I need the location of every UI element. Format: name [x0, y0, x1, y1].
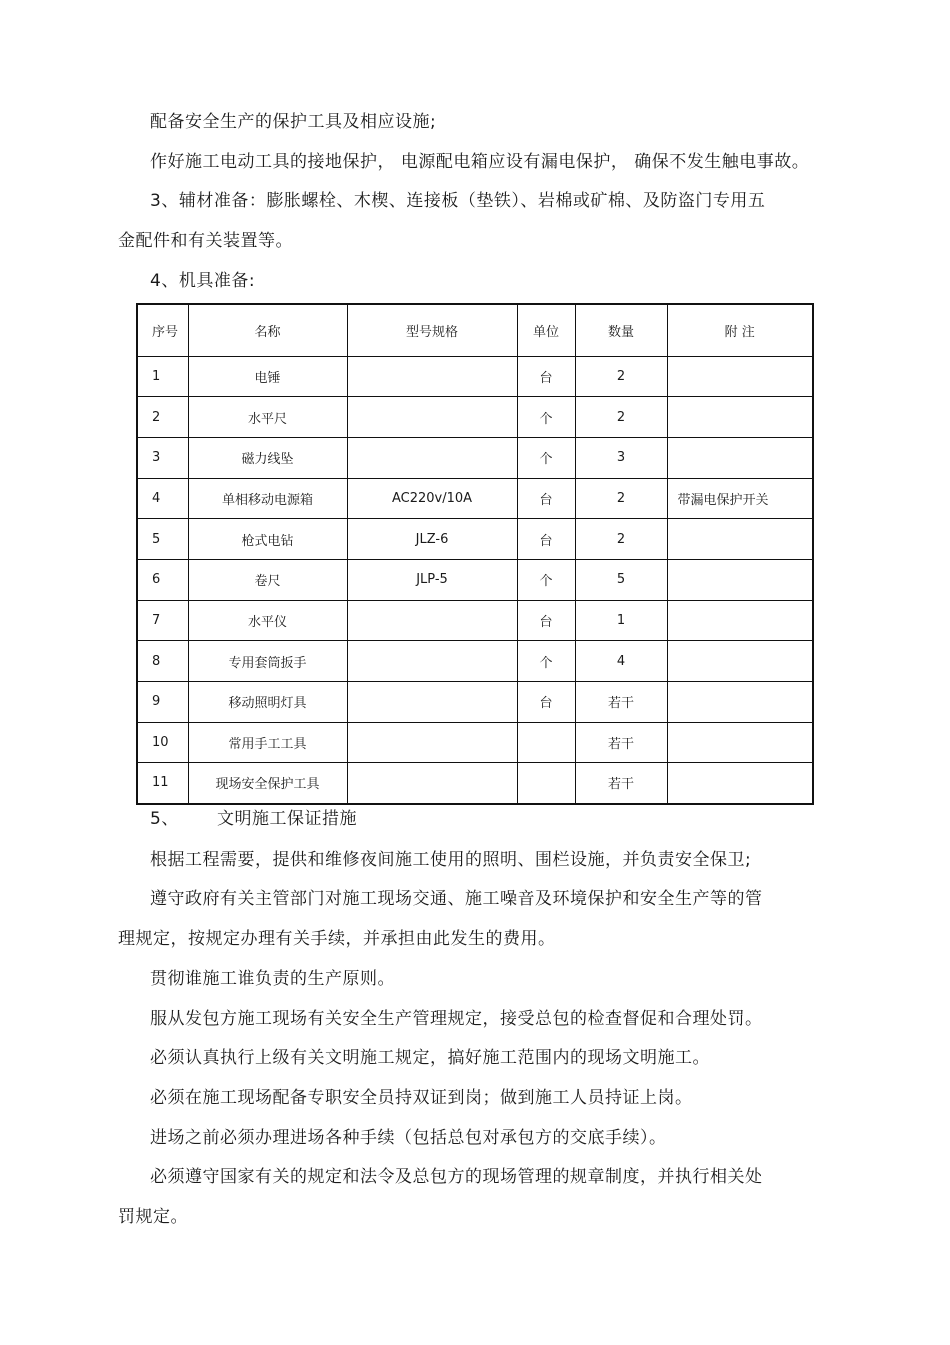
cell-seq: 8: [137, 641, 188, 682]
cell-name: 常用手工工具: [188, 722, 347, 763]
table-header-row: [137, 304, 813, 356]
cell-name: 水平尺: [188, 397, 347, 438]
cell-model: [347, 397, 517, 438]
cell-unit: 个: [517, 641, 575, 682]
cell-seq: 10: [137, 722, 188, 763]
table-row: [137, 519, 813, 560]
paragraph-line: 根据工程需要，提供和维修夜间施工使用的照明、围栏设施，并负责安全保卫;: [150, 850, 752, 870]
paragraph-line: 罚规定。: [118, 1207, 188, 1227]
cell-unit: 台: [517, 682, 575, 723]
cell-name: 单相移动电源箱: [188, 478, 347, 519]
cell-seq: 1: [137, 356, 188, 397]
paragraph-line: 必须在施工现场配备专职安全员持双证到岗；做到施工人员持证上岗。: [150, 1088, 693, 1108]
cell-quantity: 若干: [575, 682, 667, 723]
cell-remarks: 带漏电保护开关: [667, 478, 813, 519]
cell-model: [347, 437, 517, 478]
cell-quantity: 2: [575, 519, 667, 560]
cell-quantity: 若干: [575, 763, 667, 804]
table-row: [137, 437, 813, 478]
cell-remarks: [667, 519, 813, 560]
cell-model: AC220v/10A: [347, 478, 517, 519]
cell-remarks: [667, 600, 813, 641]
cell-unit: 台: [517, 356, 575, 397]
paragraph-line: 必须认真执行上级有关文明施工规定，搞好施工范围内的现场文明施工。: [150, 1048, 710, 1068]
cell-unit: 个: [517, 559, 575, 600]
cell-remarks: [667, 356, 813, 397]
header-seq: 序号: [137, 304, 188, 356]
cell-name: 磁力线坠: [188, 437, 347, 478]
cell-seq: 6: [137, 559, 188, 600]
cell-name: 枪式电钻: [188, 519, 347, 560]
cell-unit: 个: [517, 437, 575, 478]
header-remarks: 附 注: [667, 304, 813, 356]
cell-remarks: [667, 722, 813, 763]
equipment-table: [136, 303, 814, 805]
header-model: 型号规格: [347, 304, 517, 356]
paragraph-line: 金配件和有关装置等。: [118, 231, 293, 251]
cell-model: JLP-5: [347, 559, 517, 600]
cell-model: [347, 600, 517, 641]
cell-remarks: [667, 763, 813, 804]
cell-name: 移动照明灯具: [188, 682, 347, 723]
cell-unit: [517, 763, 575, 804]
paragraph-line: 配备安全生产的保护工具及相应设施;: [150, 112, 437, 132]
cell-model: [347, 356, 517, 397]
paragraph-line: 贯彻谁施工谁负责的生产原则。: [150, 969, 395, 989]
cell-unit: 个: [517, 397, 575, 438]
cell-seq: 9: [137, 682, 188, 723]
cell-remarks: [667, 437, 813, 478]
cell-name: 电锤: [188, 356, 347, 397]
cell-model: JLZ-6: [347, 519, 517, 560]
table-row: [137, 600, 813, 641]
cell-quantity: 3: [575, 437, 667, 478]
header-name: 名称: [188, 304, 347, 356]
cell-unit: 台: [517, 519, 575, 560]
paragraph-line: 服从发包方施工现场有关安全生产管理规定，接受总包的检查督促和合理处罚。: [150, 1009, 763, 1029]
cell-seq: 3: [137, 437, 188, 478]
cell-name: 卷尺: [188, 559, 347, 600]
cell-quantity: 2: [575, 397, 667, 438]
cell-quantity: 4: [575, 641, 667, 682]
table-row: [137, 641, 813, 682]
cell-unit: 台: [517, 478, 575, 519]
cell-seq: 2: [137, 397, 188, 438]
cell-quantity: 2: [575, 356, 667, 397]
table-row: [137, 559, 813, 600]
cell-seq: 11: [137, 763, 188, 804]
cell-remarks: [667, 559, 813, 600]
cell-quantity: 1: [575, 600, 667, 641]
section-heading: 4、机具准备:: [150, 271, 256, 291]
table-row: [137, 356, 813, 397]
cell-remarks: [667, 397, 813, 438]
section-title: 文明施工保证措施: [217, 809, 357, 829]
table-row: [137, 722, 813, 763]
table-row: [137, 763, 813, 804]
table-row: [137, 682, 813, 723]
cell-name: 水平仪: [188, 600, 347, 641]
cell-name: 专用套筒扳手: [188, 641, 347, 682]
section-number: 5、: [150, 809, 179, 829]
cell-seq: 4: [137, 478, 188, 519]
cell-model: [347, 722, 517, 763]
paragraph-line: 遵守政府有关主管部门对施工现场交通、施工噪音及环境保护和安全生产等的管: [150, 889, 763, 909]
table-row: [137, 478, 813, 519]
cell-model: [347, 641, 517, 682]
paragraph-line: 进场之前必须办理进场各种手续（包括总包对承包方的交底手续）。: [150, 1128, 667, 1148]
cell-remarks: [667, 682, 813, 723]
cell-quantity: 若干: [575, 722, 667, 763]
cell-quantity: 5: [575, 559, 667, 600]
paragraph-line: 3、辅材准备：膨胀螺栓、木楔、连接板（垫铁）、岩棉或矿棉、及防盗门专用五: [150, 191, 766, 211]
cell-model: [347, 682, 517, 723]
cell-unit: [517, 722, 575, 763]
paragraph-line: 作好施工电动工具的接地保护， 电源配电箱应设有漏电保护， 确保不发生触电事故。: [150, 152, 810, 172]
cell-remarks: [667, 641, 813, 682]
cell-name: 现场安全保护工具: [188, 763, 347, 804]
cell-seq: 5: [137, 519, 188, 560]
cell-quantity: 2: [575, 478, 667, 519]
paragraph-line: 理规定，按规定办理有关手续，并承担由此发生的费用。: [118, 929, 556, 949]
table-row: [137, 397, 813, 438]
header-quantity: 数量: [575, 304, 667, 356]
paragraph-line: 必须遵守国家有关的规定和法令及总包方的现场管理的规章制度，并执行相关处: [150, 1167, 763, 1187]
cell-unit: 台: [517, 600, 575, 641]
cell-seq: 7: [137, 600, 188, 641]
cell-model: [347, 763, 517, 804]
header-unit: 单位: [517, 304, 575, 356]
